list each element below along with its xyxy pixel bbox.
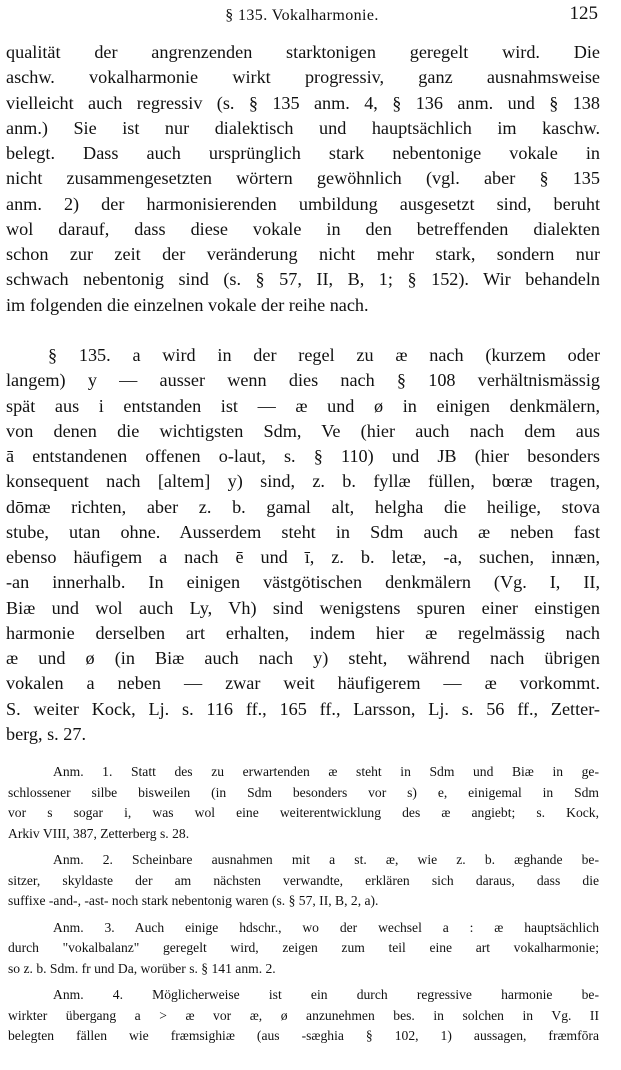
section-135-paragraph bbox=[6, 343, 600, 747]
note-line: belegten fällen wie fræmsighiæ (aus -sæghia § 102, 1) aussagen, fræmfōra bbox=[8, 1028, 599, 1043]
text-line: von denen die wichtigsten Sdm, Ve (hier auch nach dem aus bbox=[6, 420, 600, 441]
note-line: Anm. 2. Scheinbare ausnahmen mit a st. æ, wie z. b. æghande be- bbox=[53, 852, 599, 867]
text-line: schwach nebentonig sind (s. § 57, II, B, 1; § 152). Wir behandeln bbox=[6, 269, 600, 290]
note-line: vor s sogar i, was wol eine weiterentwicklung des æ angiebt; s. Kock, bbox=[8, 805, 599, 820]
text-line: wol darauf, dass diese vokale in den betreffenden dialekten bbox=[6, 218, 600, 239]
note-line: Anm. 3. Auch einige hdschr., wo der wechsel a : æ hauptsächlich bbox=[53, 919, 599, 935]
text-line: -an innerhalb. In einigen västgötischen denkmälern (Vg. I, II, bbox=[6, 572, 600, 593]
text-line: belegt. Dass auch ursprünglich stark nebentonige vokale in bbox=[6, 143, 600, 163]
text-line: im folgenden die einzelnen vokale der reihe nach. bbox=[6, 294, 369, 315]
note-anm-3 bbox=[8, 918, 599, 980]
text-line: ebenso häufigem a nach ē und ī, z. b. letæ, -a, suchen, innæn, bbox=[6, 547, 600, 567]
note-line: durch "vokalbalanz" geregelt wird, zeigen zum teil eine art vokalharmonie; bbox=[8, 940, 599, 955]
text-line: æ und ø (in Biæ auch nach y) steht, während nach übrigen bbox=[6, 648, 600, 668]
section-heading-line: § 135. a wird in der regel zu æ nach (kurzem oder bbox=[48, 345, 600, 365]
text-line: dōmæ richten, aber z. b. gamal alt, helgha die heilige, stova bbox=[6, 496, 600, 517]
text-line: qualität der angrenzenden starktonigen geregelt wird. Die bbox=[6, 42, 600, 62]
text-line: schon zur zeit der veränderung nicht mehr stark, sondern nur bbox=[6, 244, 600, 264]
running-header bbox=[6, 3, 598, 29]
text-line: vokalen a neben — zwar weit häufigerem — æ vorkommt. bbox=[6, 673, 600, 694]
note-anm-1 bbox=[8, 762, 599, 844]
text-line: anm.) Sie ist nur dialektisch und hauptsächlich im kaschw. bbox=[6, 117, 600, 138]
text-line: nicht zusammengesetzten wörtern gewöhnlich (vgl. aber § 135 bbox=[6, 168, 600, 189]
note-line: schlossener silbe bisweilen (in Sdm besonders vor s) e, einigemal in Sdm bbox=[8, 784, 599, 800]
text-line: aschw. vokalharmonie wirkt progressiv, ganz ausnahmsweise bbox=[6, 67, 600, 88]
text-line: ā entstandenen offenen o-laut, s. § 110) und JB (hier besonders bbox=[6, 446, 600, 466]
text-line: konsequent nach [altem] y) sind, z. b. fyllæ füllen, bœræ tragen, bbox=[6, 471, 600, 492]
annotations bbox=[8, 762, 599, 1053]
text-line: anm. 2) der harmonisierenden umbildung ausgesetzt sind, beruht bbox=[6, 193, 600, 214]
text-line: stube, utan ohne. Ausserdem steht in Sdm auch æ neben fast bbox=[6, 521, 600, 542]
text-line: Biæ und wol auch Ly, Vh) sind wenigstens spuren einer einstigen bbox=[6, 597, 600, 618]
section-title: § 135. Vokalharmonie. bbox=[225, 7, 379, 24]
text-line: langem) y — ausser wenn dies nach § 108 verhältnismässig bbox=[6, 370, 600, 391]
note-line: Anm. 1. Statt des zu erwartenden æ steht in Sdm und Biæ in ge- bbox=[53, 764, 599, 779]
note-line: so z. b. Sdm. fr und Da, worüber s. § 141 anm. 2. bbox=[8, 960, 276, 976]
note-line: sitzer, skyldaste der am nächsten verwandte, erklären sich daraus, dass die bbox=[8, 872, 599, 888]
text-line: harmonie derselben art erhalten, indem hier æ regelmässig nach bbox=[6, 622, 600, 643]
page-number: 125 bbox=[569, 3, 598, 24]
note-line: Anm. 4. Möglicherweise ist ein durch regressive harmonie be- bbox=[53, 987, 599, 1002]
note-anm-2 bbox=[8, 850, 599, 912]
note-anm-4 bbox=[8, 985, 599, 1047]
text-line: S. weiter Kock, Lj. s. 116 ff., 165 ff., Larsson, Lj. s. 56 ff., Zetter- bbox=[6, 698, 600, 719]
note-line: wirkter übergang a > æ vor æ, ø anzunehmen bes. in solchen in Vg. II bbox=[8, 1007, 599, 1023]
note-line: Arkiv VIII, 387, Zetterberg s. 28. bbox=[8, 825, 190, 841]
text-line: vielleicht auch regressiv (s. § 135 anm. 4, § 136 anm. und § 138 bbox=[6, 92, 600, 113]
text-line: spät aus i entstanden ist — æ und ø in einigen denkmälern, bbox=[6, 395, 600, 416]
paragraph-continuation bbox=[6, 40, 600, 318]
text-line: berg, s. 27. bbox=[6, 723, 86, 744]
note-line: suffixe -and-, -ast- noch stark nebentonig waren (s. § 57, II, B, 2, a). bbox=[8, 893, 379, 908]
